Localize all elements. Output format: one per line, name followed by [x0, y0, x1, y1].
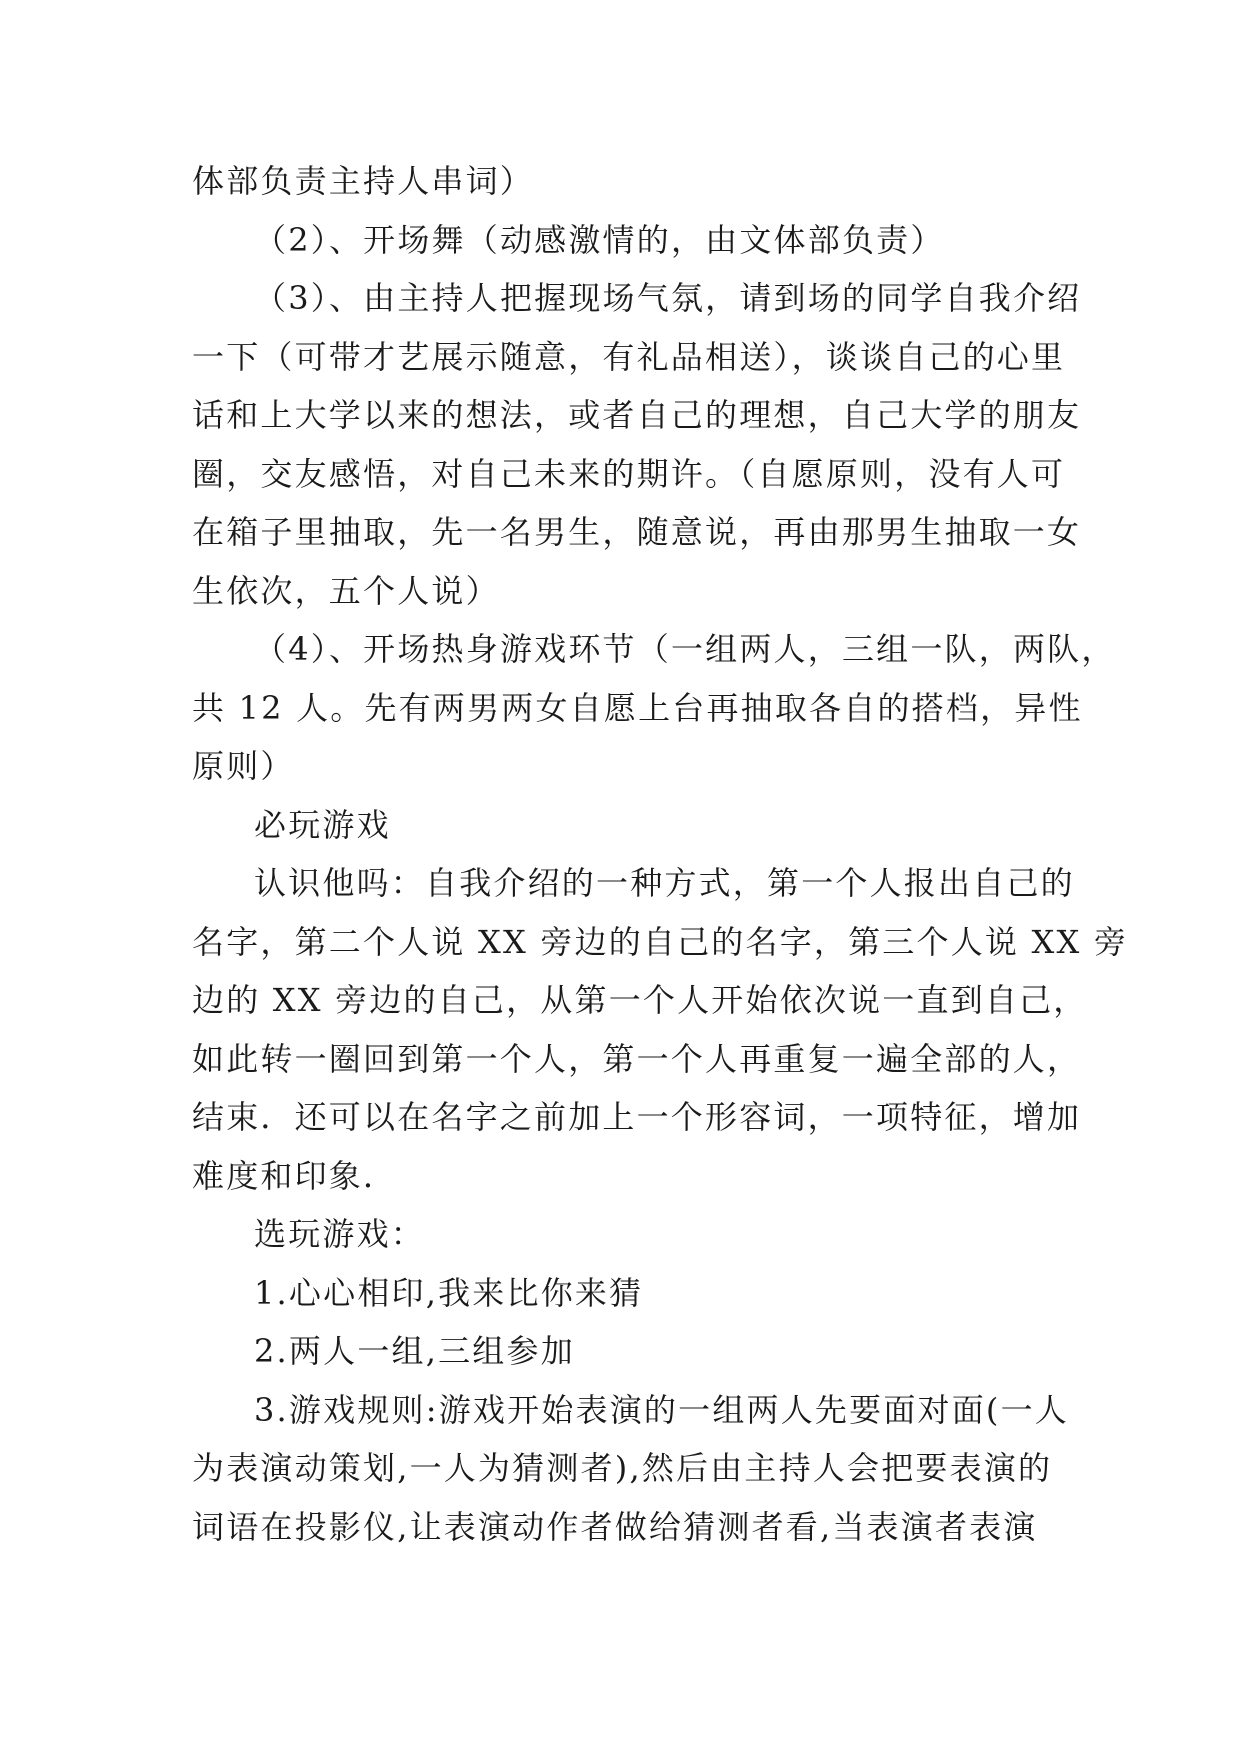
document-body — [192, 152, 1129, 1556]
list-item: 2.两人一组,三组参加 — [254, 1332, 575, 1370]
section-heading: 选玩游戏： — [254, 1215, 426, 1253]
text-line: 在箱子里抽取，先一名男生，随意说，再由那男生抽取一女 — [192, 513, 1082, 551]
text-line: 共 12 人。先有两男两女自愿上台再抽取各自的搭档，异性 — [192, 688, 1083, 727]
text-line: （4）、开场热身游戏环节（一组两人，三组一队，两队， — [254, 630, 1116, 668]
list-item: 1.心心相印,我来比你来猜 — [254, 1273, 644, 1312]
text-line: 为表演动策划,一人为猜测者),然后由主持人会把要表演的 — [192, 1449, 1053, 1487]
text-line: 圈，交友感悟，对自己未来的期许。（自愿原则，没有人可 — [192, 454, 1066, 493]
list-item: 3.游戏规则:游戏开始表演的一组两人先要面对面(一人 — [254, 1390, 1069, 1429]
text-line: 词语在投影仪,让表演动作者做给猜测者看,当表演者表演 — [192, 1507, 1038, 1546]
text-line: 难度和印象． — [192, 1156, 398, 1195]
text-line: 生依次，五个人说） — [192, 571, 500, 610]
text-line: 认识他吗：自我介绍的一种方式，第一个人报出自己的 — [254, 864, 1075, 902]
text-line: 边的 XX 旁边的自己，从第一个人开始依次说一直到自己， — [192, 981, 1088, 1019]
text-line: 名字，第二个人说 XX 旁边的自己的名字，第三个人说 XX 旁 — [192, 922, 1129, 961]
text-line: 如此转一圈回到第一个人，第一个人再重复一遍全部的人， — [192, 1039, 1082, 1078]
text-line: 体部负责主持人串词） — [192, 162, 535, 200]
text-line: （3）、由主持人把握现场气氛，请到场的同学自我介绍 — [254, 279, 1082, 317]
text-line: 一下（可带才艺展示随意，有礼品相送），谈谈自己的心里 — [192, 337, 1066, 376]
text-line: （2）、开场舞（动感激情的，由文体部负责） — [254, 220, 945, 259]
text-line: 结束．还可以在名字之前加上一个形容词，一项特征，增加 — [192, 1098, 1082, 1136]
section-heading: 必玩游戏 — [254, 805, 391, 844]
text-line: 话和上大学以来的想法，或者自己的理想，自己大学的朋友 — [192, 396, 1082, 434]
text-line: 原则） — [192, 747, 295, 785]
